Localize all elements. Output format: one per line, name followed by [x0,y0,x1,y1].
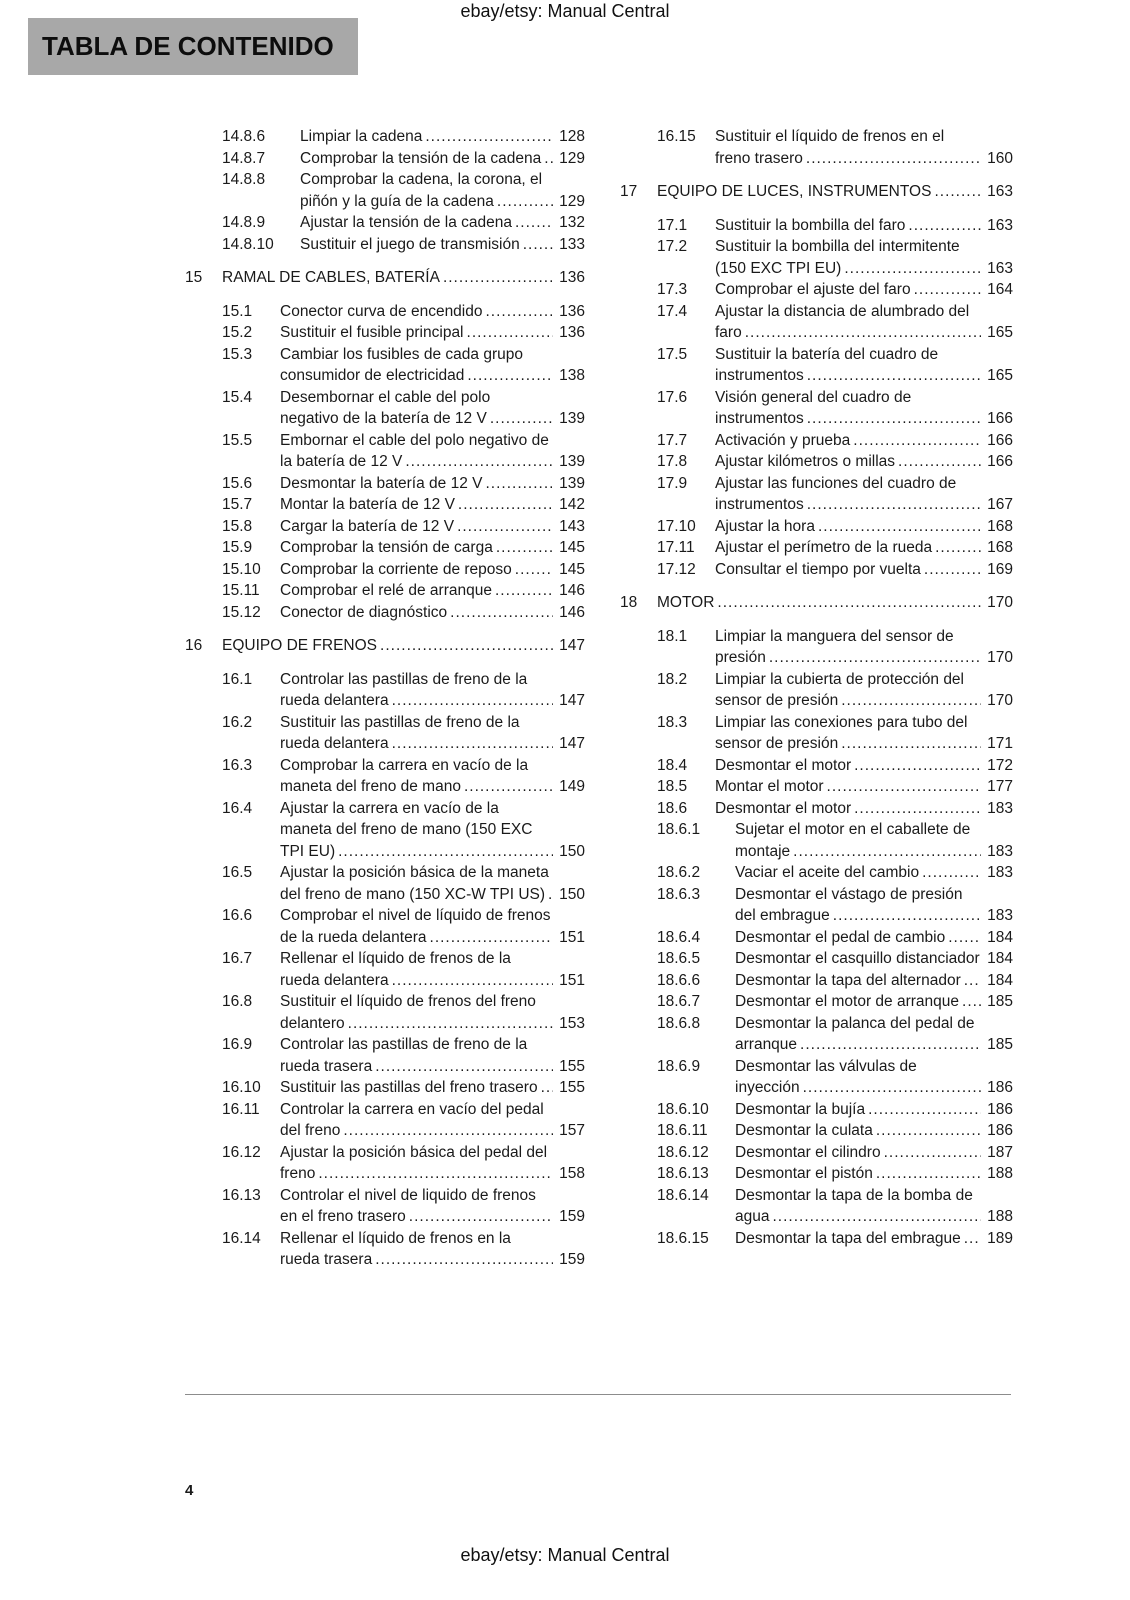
toc-entry-page: 129 [559,192,585,210]
toc-entry-page: 183 [987,907,1013,924]
toc-entry-page: 166 [987,431,1013,449]
toc-entry-page: 185 [987,993,1013,1010]
toc-entry-number: 16.11 [222,1100,260,1118]
toc-entry-page: 186 [987,1122,1013,1139]
toc-entry-page: 177 [987,778,1013,795]
toc-entry-row [185,862,585,905]
toc-entry-number: 16.5 [222,864,253,881]
toc-entry-title: Ajustar kilómetros o millas ..... [715,451,981,473]
toc-entry-row [185,537,585,559]
toc-entry-page: 159 [559,1251,585,1268]
toc-entry-page: 143 [559,517,585,535]
toc-entry-number: 14.8.7 [222,149,266,167]
toc-entry-row [185,755,585,798]
toc-entry-number: 17.6 [657,388,688,406]
toc-entry-row [185,712,585,755]
toc-entry-title: Desmontar la batería de 12 V ..... [280,473,553,495]
toc-entry-title: Vaciar el aceite del cambio ..... [735,862,981,884]
toc-entry-number: 18.6.3 [657,885,701,903]
toc-entry-number: 15.4 [222,388,253,406]
toc-entry-title: Controlar las pastillas de freno de la rueda delantera ..... [280,669,553,712]
toc-entry-row [620,884,1013,927]
toc-entry-row [620,970,1013,992]
toc-entry-title: Comprobar la corriente de reposo ..... [280,559,553,581]
toc-entry-page: 183 [987,799,1013,817]
toc-entry-number: 18.6.10 [657,1100,709,1118]
toc-entry-row [620,279,1013,301]
toc-entry-page: 189 [987,1229,1013,1247]
toc-entry-row [620,451,1013,473]
toc-entry-number: 14.8.8 [222,171,266,188]
toc-entry-number: 17.8 [657,453,688,470]
toc-entry-page: 150 [559,842,585,860]
toc-entry-row [185,126,585,148]
toc-entry-number: 16.6 [222,907,253,924]
toc-entry-title: Ajustar las funciones del cuadro de instrumentos ..... [715,473,981,516]
toc-entry-title: Sustituir la batería del cuadro de instrumentos ..... [715,344,981,387]
toc-entry-number: 15.12 [222,603,261,621]
toc-entry-page: 149 [559,778,585,795]
toc-entry-number: 16.2 [222,713,253,731]
toc-entry-page: 159 [559,1208,585,1225]
toc-entry-page: 186 [987,1100,1013,1118]
toc-entry-row [620,819,1013,862]
toc-entry-number: 18.6.14 [657,1186,709,1204]
toc-entry-title: Ajustar la distancia de alumbrado del faro ..... [715,301,981,344]
toc-entry-number: 18.6.15 [657,1229,709,1247]
toc-entry-title: Ajustar el perímetro de la rueda ..... [715,537,981,559]
toc-entry-page: 147 [559,735,585,752]
toc-entry-row [185,991,585,1034]
toc-entry-page: 170 [987,649,1013,666]
toc-entry-number: 15.10 [222,560,261,578]
toc-entry-number: 14.8.10 [222,235,274,253]
toc-entry-page: 185 [987,1036,1013,1053]
toc-entry-page: 145 [559,560,585,578]
toc-entry-page: 168 [987,539,1013,556]
toc-entry-page: 166 [987,410,1013,427]
toc-chapter-row [185,267,585,289]
toc-entry-page: 146 [559,582,585,599]
toc-entry-page: 147 [559,692,585,709]
toc-entry-number: 16.9 [222,1036,253,1053]
toc-entry-row [620,755,1013,777]
toc-entry-title: Embornar el cable del polo negativo de la batería de 12 V ..... [280,430,553,473]
toc-entry-number: 16 [185,637,203,654]
toc-entry-page: 151 [559,971,585,989]
toc-entry-row [185,473,585,495]
toc-entry-row [620,669,1013,712]
toc-chapter-row [620,592,1013,614]
toc-entry-page: 184 [987,950,1013,967]
toc-entry-title: Ajustar la carrera en vacío de la maneta del freno de mano (150 EXC TPI EU) ..... [280,798,553,863]
toc-entry-title: Desmontar el cilindro ..... [735,1142,981,1164]
toc-entry-title: Consultar el tiempo por vuelta ..... [715,559,981,581]
toc-entry-number: 17.12 [657,560,696,578]
toc-entry-row [185,169,585,212]
toc-entry-number: 15.8 [222,517,253,535]
toc-entry-row [185,1077,585,1099]
toc-entry-title: Desmontar el vástago de presión del embrague ..... [735,884,981,927]
toc-entry-title: RAMAL DE CABLES, BATERÍA ..... [222,267,553,289]
toc-entry-title: Rellenar el líquido de frenos en la rueda trasera ..... [280,1228,553,1271]
toc-entry-row [620,344,1013,387]
toc-entry-title: Controlar el nivel de liquido de frenos en el freno trasero ..... [280,1185,553,1228]
toc-entry-number: 18.3 [657,713,688,731]
toc-entry-row [620,1228,1013,1250]
toc-entry-title: Comprobar la tensión de la cadena ..... [300,148,553,170]
toc-entry-title: Controlar la carrera en vacío del pedal del freno ..... [280,1099,553,1142]
toc-entry-title: Desmontar el motor de arranque ..... [735,991,981,1013]
toc-entry-number: 16.8 [222,993,253,1010]
toc-entry-number: 18.6.13 [657,1165,709,1182]
toc-heading-box [28,18,358,75]
toc-entry-title: Sustituir las pastillas de freno de la rueda delantera ..... [280,712,553,755]
toc-entry-title: Ajustar la tensión de la cadena ..... [300,212,553,234]
toc-entry-number: 18.6.7 [657,993,701,1010]
toc-entry-row [620,1013,1013,1056]
toc-entry-number: 17.5 [657,345,688,363]
toc-entry-row [620,1099,1013,1121]
toc-entry-row [620,991,1013,1013]
toc-entry-page: 183 [987,864,1013,881]
toc-entry-number: 18.6.11 [657,1122,708,1139]
toc-entry-row [620,948,1013,970]
toc-entry-row [620,1142,1013,1164]
toc-entry-page: 157 [559,1122,585,1139]
toc-entry-title: Limpiar la manguera del sensor de presión ..... [715,626,981,669]
toc-entry-number: 16.14 [222,1229,261,1247]
toc-entry-title: Sustituir el líquido de frenos en el freno trasero ..... [715,126,981,169]
header-watermark: ebay/etsy: Manual Central [460,1,670,21]
toc-entry-page: 169 [987,560,1013,578]
toc-entry-number: 16.7 [222,950,253,967]
toc-entry-title: Sustituir la bombilla del faro ..... [715,215,981,237]
toc-entry-page: 155 [559,1079,585,1096]
toc-entry-row [620,1120,1013,1142]
toc-entry-row [185,494,585,516]
toc-entry-row [620,537,1013,559]
toc-entry-title: Visión general del cuadro de instrumentos ..... [715,387,981,430]
toc-entry-row [620,776,1013,798]
toc-entry-page: 165 [987,367,1013,384]
toc-entry-number: 15.9 [222,539,253,556]
toc-entry-title: Desmontar la tapa de la bomba de agua ..... [735,1185,981,1228]
toc-entry-title: Desmontar la bujía ..... [735,1099,981,1121]
toc-entry-number: 16.4 [222,799,253,817]
toc-entry-number: 18.6.1 [657,821,701,838]
toc-entry-title: Comprobar la tensión de carga ..... [280,537,553,559]
toc-entry-title: Comprobar la cadena, la corona, el piñón y la guía de la cadena ..... [300,169,553,212]
toc-entry-number: 17.4 [657,302,688,320]
toc-entry-title: Controlar las pastillas de freno de la rueda trasera ..... [280,1034,553,1077]
toc-entry-row [620,1163,1013,1185]
toc-entry-title: Cargar la batería de 12 V ..... [280,516,553,538]
toc-entry-number: 15.5 [222,431,253,449]
toc-entry-row [185,301,585,323]
toc-entry-number: 17 [620,183,638,200]
toc-entry-row [620,927,1013,949]
toc-entry-number: 15.11 [222,582,260,599]
toc-entry-title: Sujetar el motor en el caballete de montaje ..... [735,819,981,862]
toc-entry-number: 18.6.9 [657,1057,701,1075]
toc-entry-title: Comprobar el relé de arranque ..... [280,580,553,602]
toc-entry-title: Sustituir las pastillas del freno trasero ..... [280,1077,553,1099]
toc-entry-title: Desmontar el motor ..... [715,798,981,820]
toc-entry-row [620,215,1013,237]
toc-entry-row [185,430,585,473]
toc-entry-number: 15.2 [222,324,253,341]
toc-entry-page: 160 [987,149,1013,167]
toc-entry-title: Ajustar la posición básica del pedal del freno ..... [280,1142,553,1185]
toc-entry-number: 18.6 [657,799,688,817]
toc-entry-row [185,344,585,387]
toc-entry-title: EQUIPO DE LUCES, INSTRUMENTOS ..... [657,181,981,203]
toc-entry-page: 136 [559,324,585,341]
toc-entry-row [620,1185,1013,1228]
toc-entry-number: 16.1 [222,670,253,688]
toc-entry-title: Ajustar la posición básica de la maneta del freno de mano (150 XC-W TPI US) ..... [280,862,553,905]
toc-entry-page: 188 [987,1165,1013,1182]
toc-entry-title: Sustituir el juego de transmisión ..... [300,234,553,256]
toc-entry-number: 18.6.5 [657,950,701,967]
toc-entry-number: 17.7 [657,431,688,449]
toc-entry-page: 158 [559,1165,585,1182]
toc-entry-title: Desmontar la palanca del pedal de arranque ..... [735,1013,981,1056]
toc [185,126,1013,1271]
toc-entry-title: Comprobar el ajuste del faro ..... [715,279,981,301]
toc-chapter-row [185,635,585,657]
toc-entry-title: Cambiar los fusibles de cada grupo consumidor de electricidad ..... [280,344,553,387]
toc-entry-row [185,516,585,538]
toc-entry-number: 18.1 [657,627,688,645]
toc-entry-number: 16.13 [222,1186,261,1204]
toc-entry-page: 184 [987,971,1013,989]
toc-entry-number: 14.8.6 [222,128,266,145]
toc-entry-row [185,1034,585,1077]
toc-entry-number: 15.3 [222,345,253,363]
toc-entry-title: Sustituir la bombilla del intermitente (150 EXC TPI EU) ..... [715,236,981,279]
toc-entry-page: 129 [559,149,585,167]
toc-entry-title: Limpiar las conexiones para tubo del sensor de presión ..... [715,712,981,755]
toc-entry-row [185,948,585,991]
toc-entry-row [185,559,585,581]
toc-entry-page: 168 [987,517,1013,535]
toc-entry-title: Montar el motor ..... [715,776,981,798]
toc-entry-page: 172 [987,756,1013,774]
toc-entry-row [185,1142,585,1185]
toc-entry-title: Montar la batería de 12 V ..... [280,494,553,516]
toc-entry-page: 166 [987,453,1013,470]
toc-entry-row [620,126,1013,169]
toc-entry-page: 186 [987,1079,1013,1096]
toc-entry-title: Desmontar el motor ..... [715,755,981,777]
toc-entry-row [620,862,1013,884]
toc-entry-page: 128 [559,128,585,145]
toc-entry-row [620,301,1013,344]
toc-entry-row [185,1185,585,1228]
toc-entry-row [185,905,585,948]
toc-entry-title: Comprobar la carrera en vacío de la maneta del freno de mano ..... [280,755,553,798]
toc-entry-number: 15.1 [222,302,253,320]
toc-entry-number: 18.4 [657,756,688,774]
toc-entry-number: 16.3 [222,756,253,774]
toc-entry-page: 163 [987,259,1013,277]
footer-watermark: ebay/etsy: Manual Central [460,1545,670,1565]
toc-entry-row [185,580,585,602]
toc-entry-number: 17.2 [657,238,688,255]
toc-entry-title: Limpiar la cubierta de protección del sensor de presión ..... [715,669,981,712]
toc-chapter-row [620,181,1013,203]
toc-entry-row [185,148,585,170]
toc-entry-title: Conector de diagnóstico ..... [280,602,553,624]
toc-entry-page: 136 [559,269,585,286]
toc-entry-page: 163 [987,216,1013,234]
toc-entry-number: 15.6 [222,474,253,492]
toc-entry-row [620,430,1013,452]
toc-entry-title: Limpiar la cadena ..... [300,126,553,148]
toc-entry-page: 170 [987,594,1013,611]
toc-entry-title: EQUIPO DE FRENOS ..... [222,635,553,657]
toc-entry-number: 17.10 [657,517,696,535]
toc-entry-row [620,387,1013,430]
toc-entry-page: 163 [987,183,1013,200]
toc-entry-title: Conector curva de encendido ..... [280,301,553,323]
toc-column-left [185,126,585,1271]
toc-entry-title: Comprobar el nivel de líquido de frenos de la rueda delantera ..... [280,905,553,948]
toc-entry-page: 167 [987,496,1013,513]
toc-entry-number: 15 [185,269,203,286]
toc-entry-page: 170 [987,692,1013,709]
toc-entry-page: 187 [987,1143,1013,1161]
toc-entry-row [185,234,585,256]
toc-entry-row [185,1099,585,1142]
toc-entry-page: 147 [559,637,585,654]
toc-entry-row [620,236,1013,279]
toc-entry-page: 188 [987,1208,1013,1225]
toc-entry-number: 18.6.12 [657,1143,709,1161]
toc-entry-page: 164 [987,281,1013,298]
toc-entry-title: Ajustar la hora ..... [715,516,981,538]
toc-entry-row [185,798,585,863]
toc-entry-number: 16.12 [222,1143,261,1161]
toc-entry-title: Desmontar la tapa del embrague ..... [735,1228,981,1250]
toc-entry-number: 16.10 [222,1079,261,1096]
toc-entry-page: 153 [559,1014,585,1032]
toc-entry-number: 16.15 [657,128,696,145]
toc-entry-number: 15.7 [222,496,253,513]
toc-entry-number: 17.1 [657,216,688,234]
toc-entry-page: 151 [559,928,585,946]
toc-entry-page: 150 [559,885,585,903]
toc-entry-number: 18.2 [657,670,688,688]
toc-entry-number: 18.6.4 [657,928,701,946]
toc-entry-row [185,602,585,624]
page-number: 4 [185,1482,194,1499]
toc-entry-row [185,387,585,430]
toc-entry-title: Activación y prueba ..... [715,430,981,452]
toc-entry-title: Sustituir el líquido de frenos del freno delantero ..... [280,991,553,1034]
toc-entry-page: 132 [559,214,585,231]
toc-entry-page: 184 [987,928,1013,946]
footer-divider [185,1394,1011,1395]
toc-entry-title: Desmontar las válvulas de inyección ..... [735,1056,981,1099]
toc-entry-title: Desmontar la tapa del alternador ..... [735,970,981,992]
toc-entry-page: 146 [559,603,585,621]
toc-entry-page: 133 [559,235,585,253]
toc-entry-page: 142 [559,496,585,513]
toc-entry-row [620,473,1013,516]
toc-entry-number: 18 [620,594,638,611]
toc-entry-title: Rellenar el líquido de frenos de la rueda delantera ..... [280,948,553,991]
toc-entry-number: 17.11 [657,539,695,556]
toc-entry-title: Desmontar la culata ..... [735,1120,981,1142]
toc-entry-title: Desembornar el cable del polo negativo de la batería de 12 V ..... [280,387,553,430]
toc-entry-number: 17.9 [657,474,688,492]
toc-entry-row [620,516,1013,538]
toc-entry-page: 139 [559,474,585,492]
toc-entry-row [620,712,1013,755]
toc-entry-number: 18.6.8 [657,1014,701,1032]
toc-entry-row [185,1228,585,1271]
toc-entry-title: Desmontar el casquillo distanciador ..... [735,948,981,970]
toc-entry-row [620,626,1013,669]
toc-entry-page: 155 [559,1057,585,1075]
toc-entry-row [185,322,585,344]
toc-entry-title: MOTOR ..... [657,592,981,614]
toc-entry-row [185,669,585,712]
toc-entry-row [620,559,1013,581]
toc-entry-page: 139 [559,453,585,470]
toc-entry-number: 14.8.9 [222,214,266,231]
toc-column-right [620,126,1013,1271]
toc-entry-page: 136 [559,302,585,320]
toc-entry-title: Sustituir el fusible principal ..... [280,322,553,344]
toc-heading: TABLA DE CONTENIDO [42,31,334,61]
toc-entry-number: 17.3 [657,281,688,298]
toc-entry-page: 183 [987,842,1013,860]
toc-entry-row [620,798,1013,820]
toc-entry-row [185,212,585,234]
toc-entry-number: 18.5 [657,778,688,795]
toc-entry-number: 18.6.2 [657,864,701,881]
toc-entry-page: 171 [987,735,1013,752]
toc-entry-row [620,1056,1013,1099]
toc-entry-page: 165 [987,324,1013,341]
toc-entry-page: 145 [559,539,585,556]
toc-entry-page: 138 [559,367,585,384]
toc-entry-title: Desmontar el pedal de cambio ..... [735,927,981,949]
toc-entry-title: Desmontar el pistón ..... [735,1163,981,1185]
toc-entry-page: 139 [559,410,585,427]
toc-entry-number: 18.6.6 [657,971,701,989]
